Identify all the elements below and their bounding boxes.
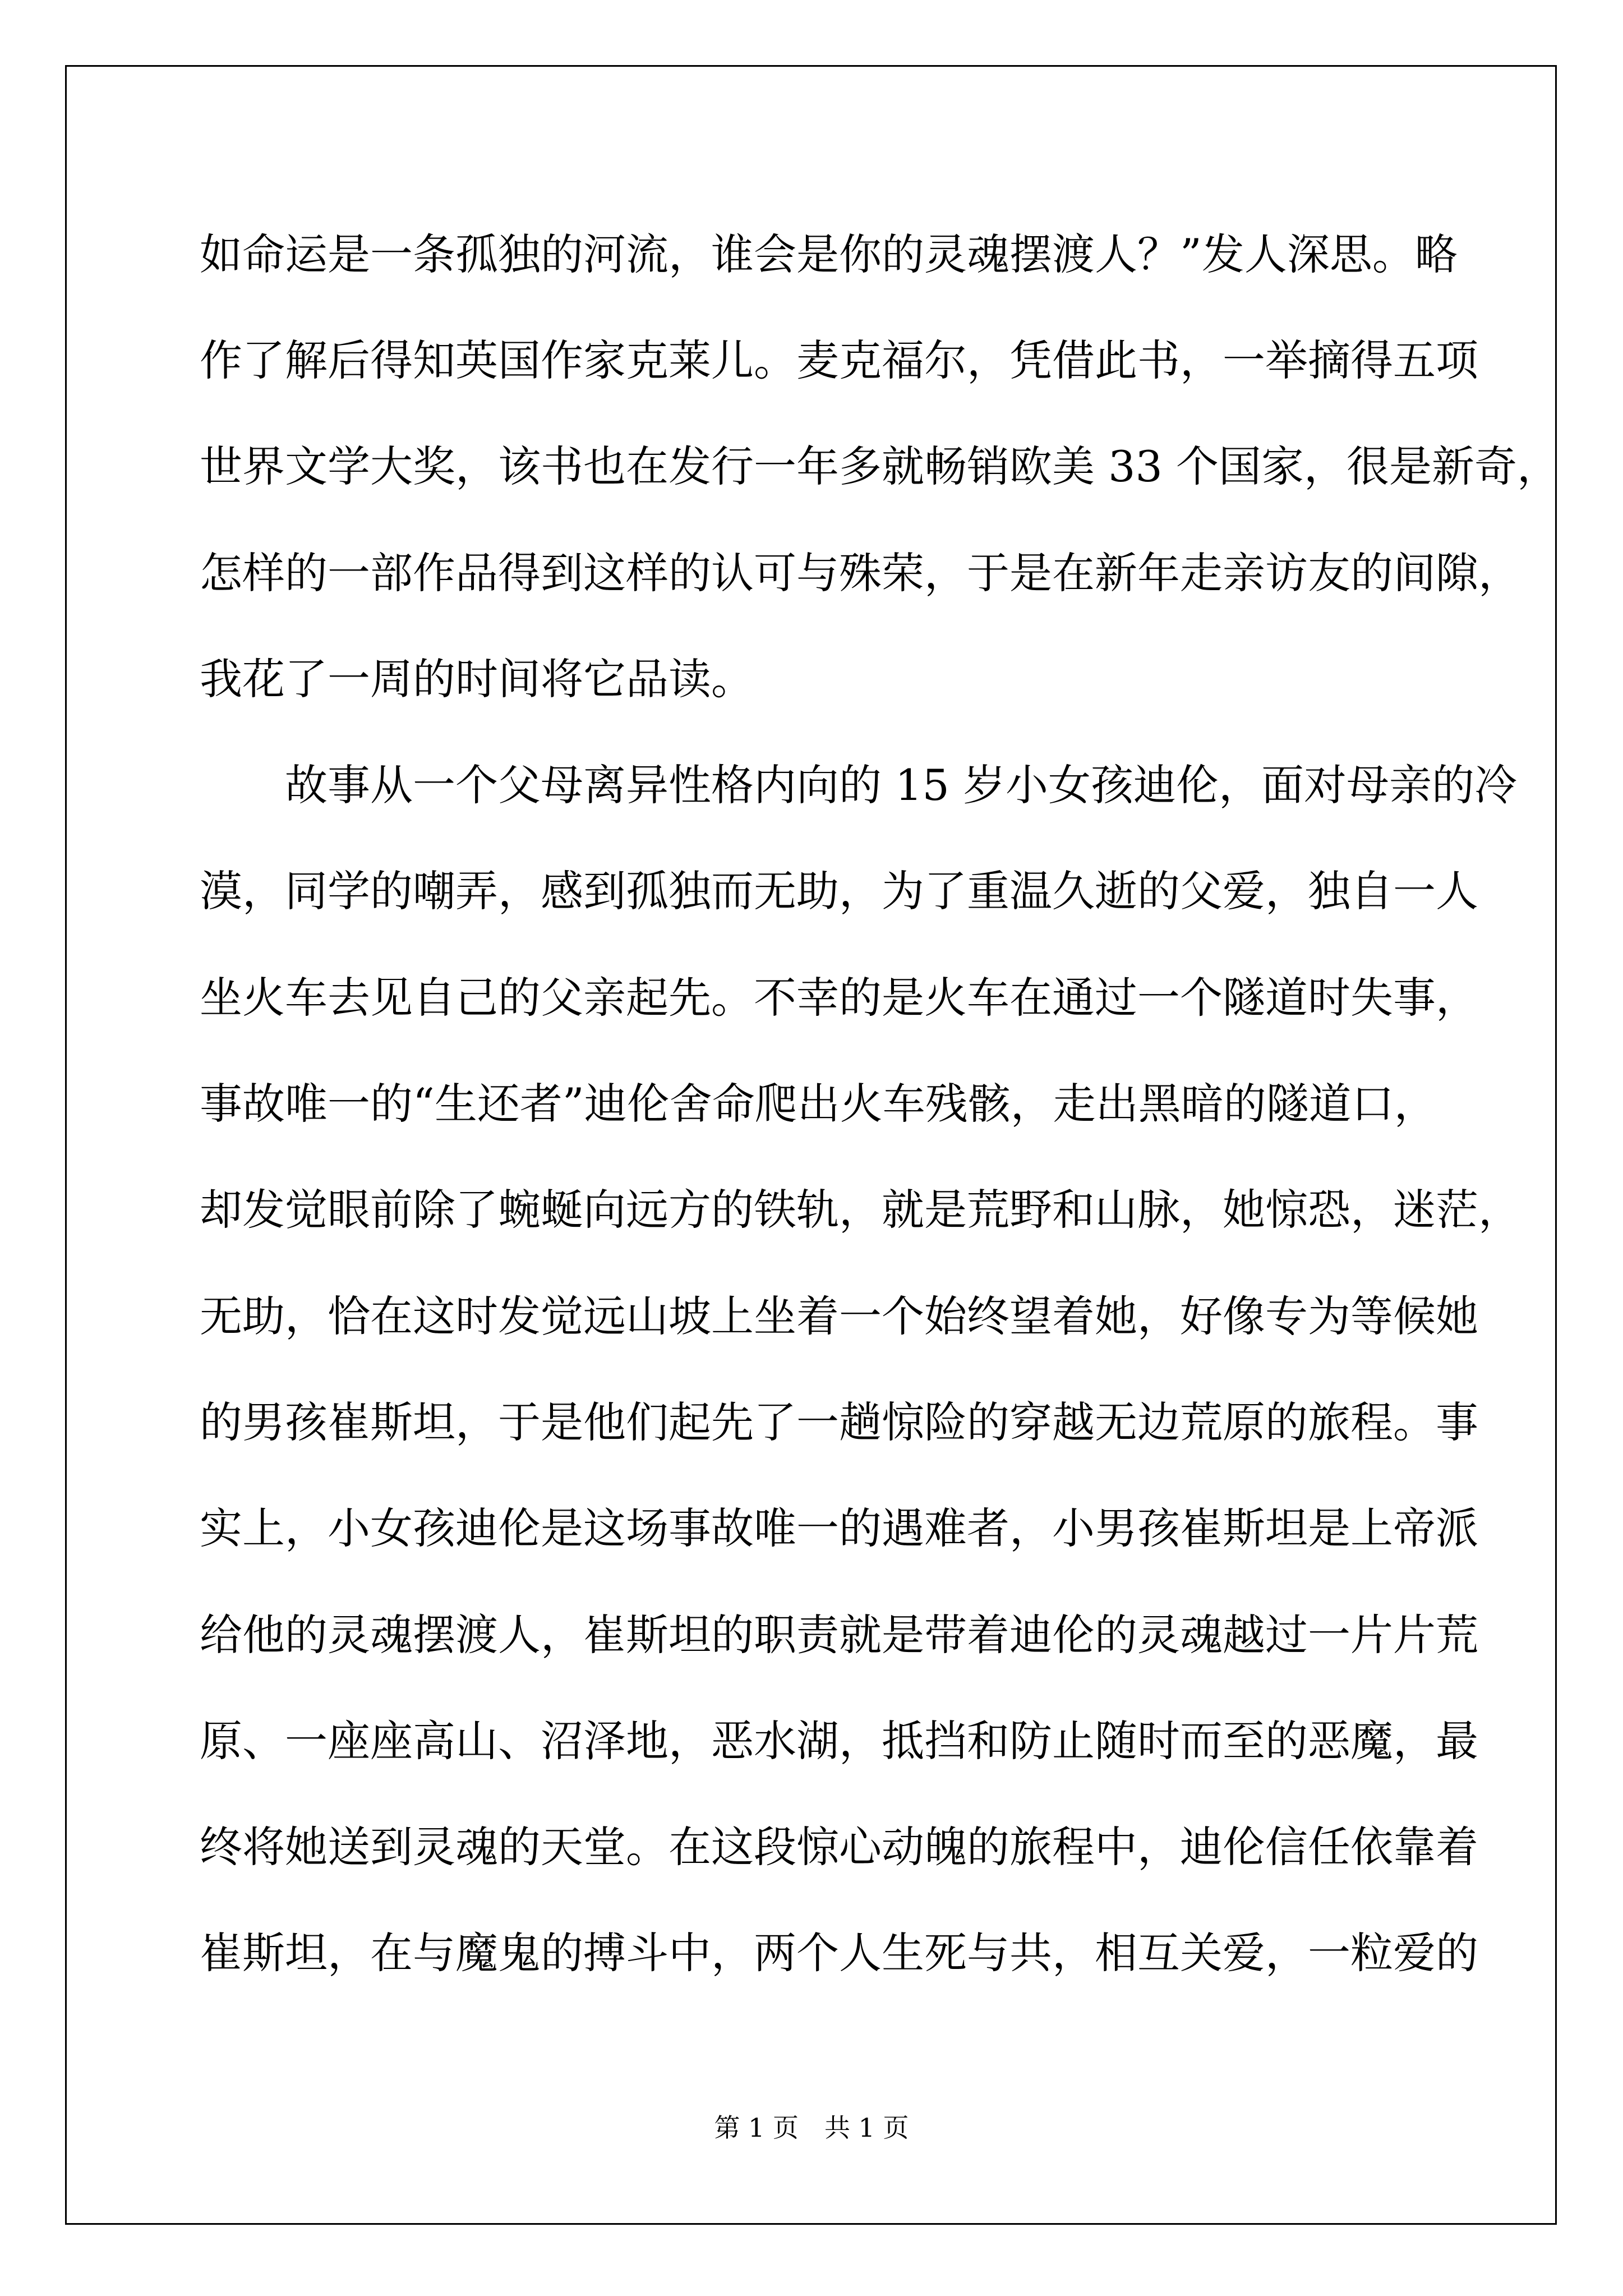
text-line: 坐火车去见自己的父亲起先。不幸的是火车在通过一个隧道时失事， (200, 973, 1478, 1023)
text-line: 原、一座座高山、沼泽地，恶水湖，抵挡和防止随时而至的恶魔，最 (200, 1716, 1478, 1766)
text-line: 无助，恰在这时发觉远山坡上坐着一个始终望着她，好像专为等候她 (200, 1291, 1478, 1341)
text-line: 终将她送到灵魂的天堂。在这段惊心动魄的旅程中，迪伦信任依靠着 (200, 1822, 1478, 1872)
page-number-footer: 第 1 页 共 1 页 (714, 2113, 909, 2143)
text-line: 的男孩崔斯坦，于是他们起先了一趟惊险的穿越无边荒原的旅程。事 (200, 1397, 1478, 1447)
text-line: 却发觉眼前除了蜿蜒向远方的铁轨，就是荒野和山脉，她惊恐，迷茫， (200, 1185, 1521, 1235)
page-border (65, 65, 1560, 2225)
text-line: 怎样的一部作品得到这样的认可与殊荣，于是在新年走亲访友的间隙， (200, 548, 1521, 598)
text-line: 我花了一周的时间将它品读。 (200, 654, 754, 704)
text-line: 崔斯坦，在与魔鬼的搏斗中，两个人生死与共，相互关爱，一粒爱的 (200, 1928, 1478, 1978)
text-line: 如命运是一条孤独的河流，谁会是你的灵魂摆渡人？”发人深思。略 (200, 229, 1458, 279)
text-line: 实上，小女孩迪伦是这场事故唯一的遇难者，小男孩崔斯坦是上帝派 (200, 1503, 1478, 1553)
text-line: 世界文学大奖，该书也在发行一年多就畅销欧美 33 个国家，很是新奇， (200, 441, 1560, 491)
text-line: 事故唯一的“生还者”迪伦舍命爬出火车残骸，走出黑暗的隧道口， (200, 1079, 1437, 1129)
text-line: 给他的灵魂摆渡人，崔斯坦的职责就是带着迪伦的灵魂越过一片片荒 (200, 1610, 1478, 1660)
text-line: 漠，同学的嘲弄，感到孤独而无助，为了重温久逝的父爱，独自一人 (200, 866, 1478, 916)
paragraph-start-line: 故事从一个父母离异性格内向的 15 岁小女孩迪伦，面对母亲的冷 (285, 760, 1518, 810)
text-line: 作了解后得知英国作家克莱儿。麦克福尔，凭借此书，一举摘得五项 (200, 335, 1478, 385)
